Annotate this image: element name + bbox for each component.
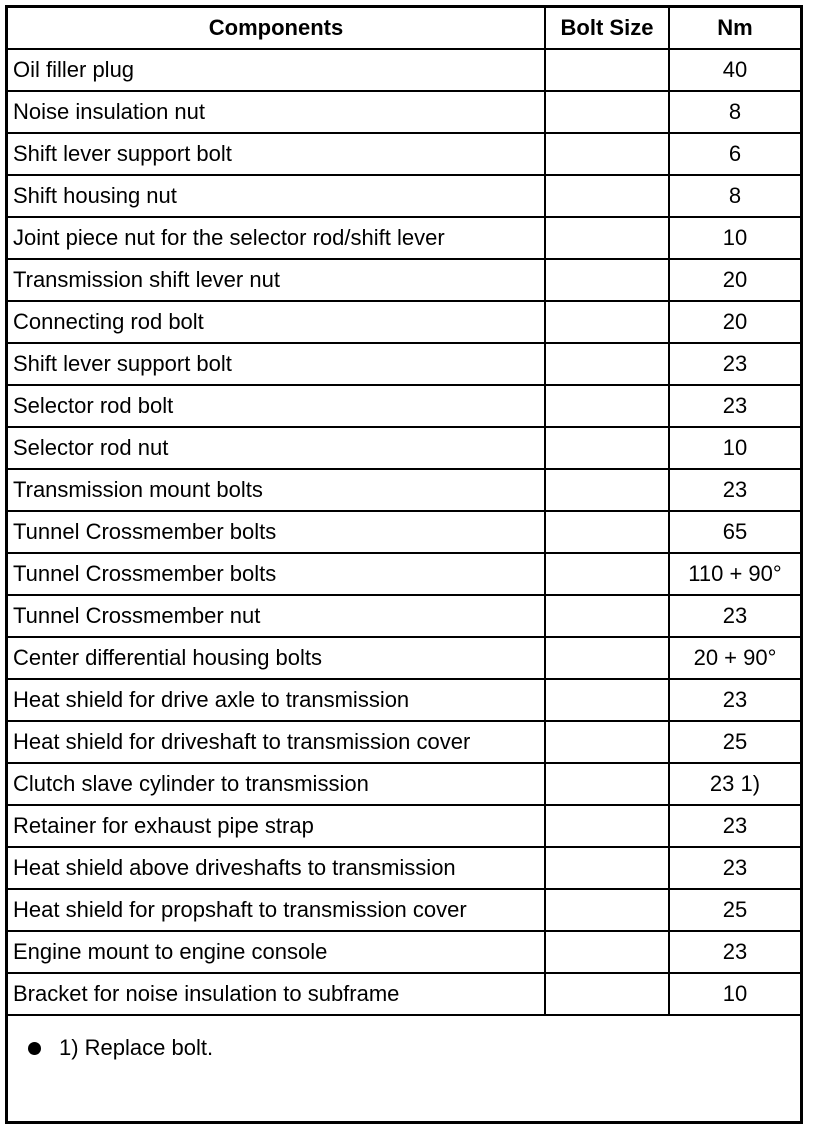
torque-spec-sheet (5, 5, 803, 1124)
cell-nm: 6 (669, 133, 800, 175)
table-row (8, 469, 800, 511)
cell-nm: 23 (669, 343, 800, 385)
cell-bolt-size (545, 343, 669, 385)
cell-bolt-size (545, 637, 669, 679)
table-row (8, 973, 800, 1015)
cell-component: Heat shield for propshaft to transmission cover (8, 889, 545, 931)
cell-component: Noise insulation nut (8, 91, 545, 133)
cell-bolt-size (545, 763, 669, 805)
cell-bolt-size (545, 91, 669, 133)
table-row (8, 553, 800, 595)
table-row (8, 721, 800, 763)
table-row (8, 217, 800, 259)
header-bolt-size: Bolt Size (545, 8, 669, 49)
cell-component: Heat shield above driveshafts to transmission (8, 847, 545, 889)
table-row (8, 637, 800, 679)
cell-nm: 23 (669, 931, 800, 973)
cell-bolt-size (545, 931, 669, 973)
table-row (8, 595, 800, 637)
cell-component: Transmission shift lever nut (8, 259, 545, 301)
torque-table (8, 8, 800, 1016)
cell-component: Selector rod bolt (8, 385, 545, 427)
cell-component: Shift housing nut (8, 175, 545, 217)
cell-nm: 10 (669, 427, 800, 469)
table-row (8, 133, 800, 175)
table-row (8, 175, 800, 217)
cell-nm: 110 + 90° (669, 553, 800, 595)
cell-nm: 10 (669, 973, 800, 1015)
cell-component: Tunnel Crossmember bolts (8, 511, 545, 553)
cell-nm: 25 (669, 721, 800, 763)
cell-bolt-size (545, 721, 669, 763)
cell-nm: 23 (669, 385, 800, 427)
cell-nm: 40 (669, 49, 800, 91)
table-row (8, 301, 800, 343)
cell-nm: 20 + 90° (669, 637, 800, 679)
cell-component: Heat shield for drive axle to transmission (8, 679, 545, 721)
cell-nm: 23 (669, 595, 800, 637)
cell-component: Engine mount to engine console (8, 931, 545, 973)
cell-bolt-size (545, 259, 669, 301)
header-components: Components (8, 8, 545, 49)
cell-component: Shift lever support bolt (8, 133, 545, 175)
cell-component: Center differential housing bolts (8, 637, 545, 679)
table-row (8, 49, 800, 91)
cell-nm: 23 (669, 469, 800, 511)
cell-bolt-size (545, 427, 669, 469)
cell-component: Bracket for noise insulation to subframe (8, 973, 545, 1015)
cell-bolt-size (545, 679, 669, 721)
bullet-icon (28, 1042, 41, 1055)
cell-bolt-size (545, 889, 669, 931)
table-row (8, 343, 800, 385)
cell-bolt-size (545, 175, 669, 217)
cell-component: Shift lever support bolt (8, 343, 545, 385)
cell-nm: 23 (669, 805, 800, 847)
table-row (8, 805, 800, 847)
cell-component: Heat shield for driveshaft to transmission cover (8, 721, 545, 763)
note-text: 1) Replace bolt. (59, 1035, 214, 1060)
table-row (8, 427, 800, 469)
cell-component: Retainer for exhaust pipe strap (8, 805, 545, 847)
cell-bolt-size (545, 301, 669, 343)
cell-component: Tunnel Crossmember bolts (8, 553, 545, 595)
cell-component: Joint piece nut for the selector rod/shift lever (8, 217, 545, 259)
cell-component: Clutch slave cylinder to transmission (8, 763, 545, 805)
cell-component: Connecting rod bolt (8, 301, 545, 343)
table-row (8, 847, 800, 889)
cell-component: Transmission mount bolts (8, 469, 545, 511)
cell-bolt-size (545, 511, 669, 553)
cell-bolt-size (545, 217, 669, 259)
cell-component: Oil filler plug (8, 49, 545, 91)
cell-bolt-size (545, 805, 669, 847)
cell-bolt-size (545, 847, 669, 889)
table-row (8, 385, 800, 427)
cell-nm: 8 (669, 91, 800, 133)
cell-nm: 20 (669, 259, 800, 301)
table-row (8, 679, 800, 721)
cell-nm: 65 (669, 511, 800, 553)
cell-nm: 23 1) (669, 763, 800, 805)
header-nm: Nm (669, 8, 800, 49)
table-row (8, 763, 800, 805)
cell-bolt-size (545, 133, 669, 175)
cell-component: Tunnel Crossmember nut (8, 595, 545, 637)
table-row (8, 931, 800, 973)
cell-bolt-size (545, 469, 669, 511)
cell-nm: 23 (669, 679, 800, 721)
cell-bolt-size (545, 385, 669, 427)
table-row (8, 511, 800, 553)
cell-bolt-size (545, 49, 669, 91)
table-row (8, 91, 800, 133)
cell-bolt-size (545, 553, 669, 595)
cell-nm: 10 (669, 217, 800, 259)
cell-bolt-size (545, 973, 669, 1015)
table-row (8, 889, 800, 931)
table-body (8, 49, 800, 1015)
cell-nm: 23 (669, 847, 800, 889)
cell-component: Selector rod nut (8, 427, 545, 469)
notes-section (8, 1024, 800, 1121)
cell-nm: 20 (669, 301, 800, 343)
table-row (8, 259, 800, 301)
note-item (28, 1034, 213, 1062)
cell-nm: 25 (669, 889, 800, 931)
cell-nm: 8 (669, 175, 800, 217)
table-header-row (8, 8, 800, 49)
cell-bolt-size (545, 595, 669, 637)
